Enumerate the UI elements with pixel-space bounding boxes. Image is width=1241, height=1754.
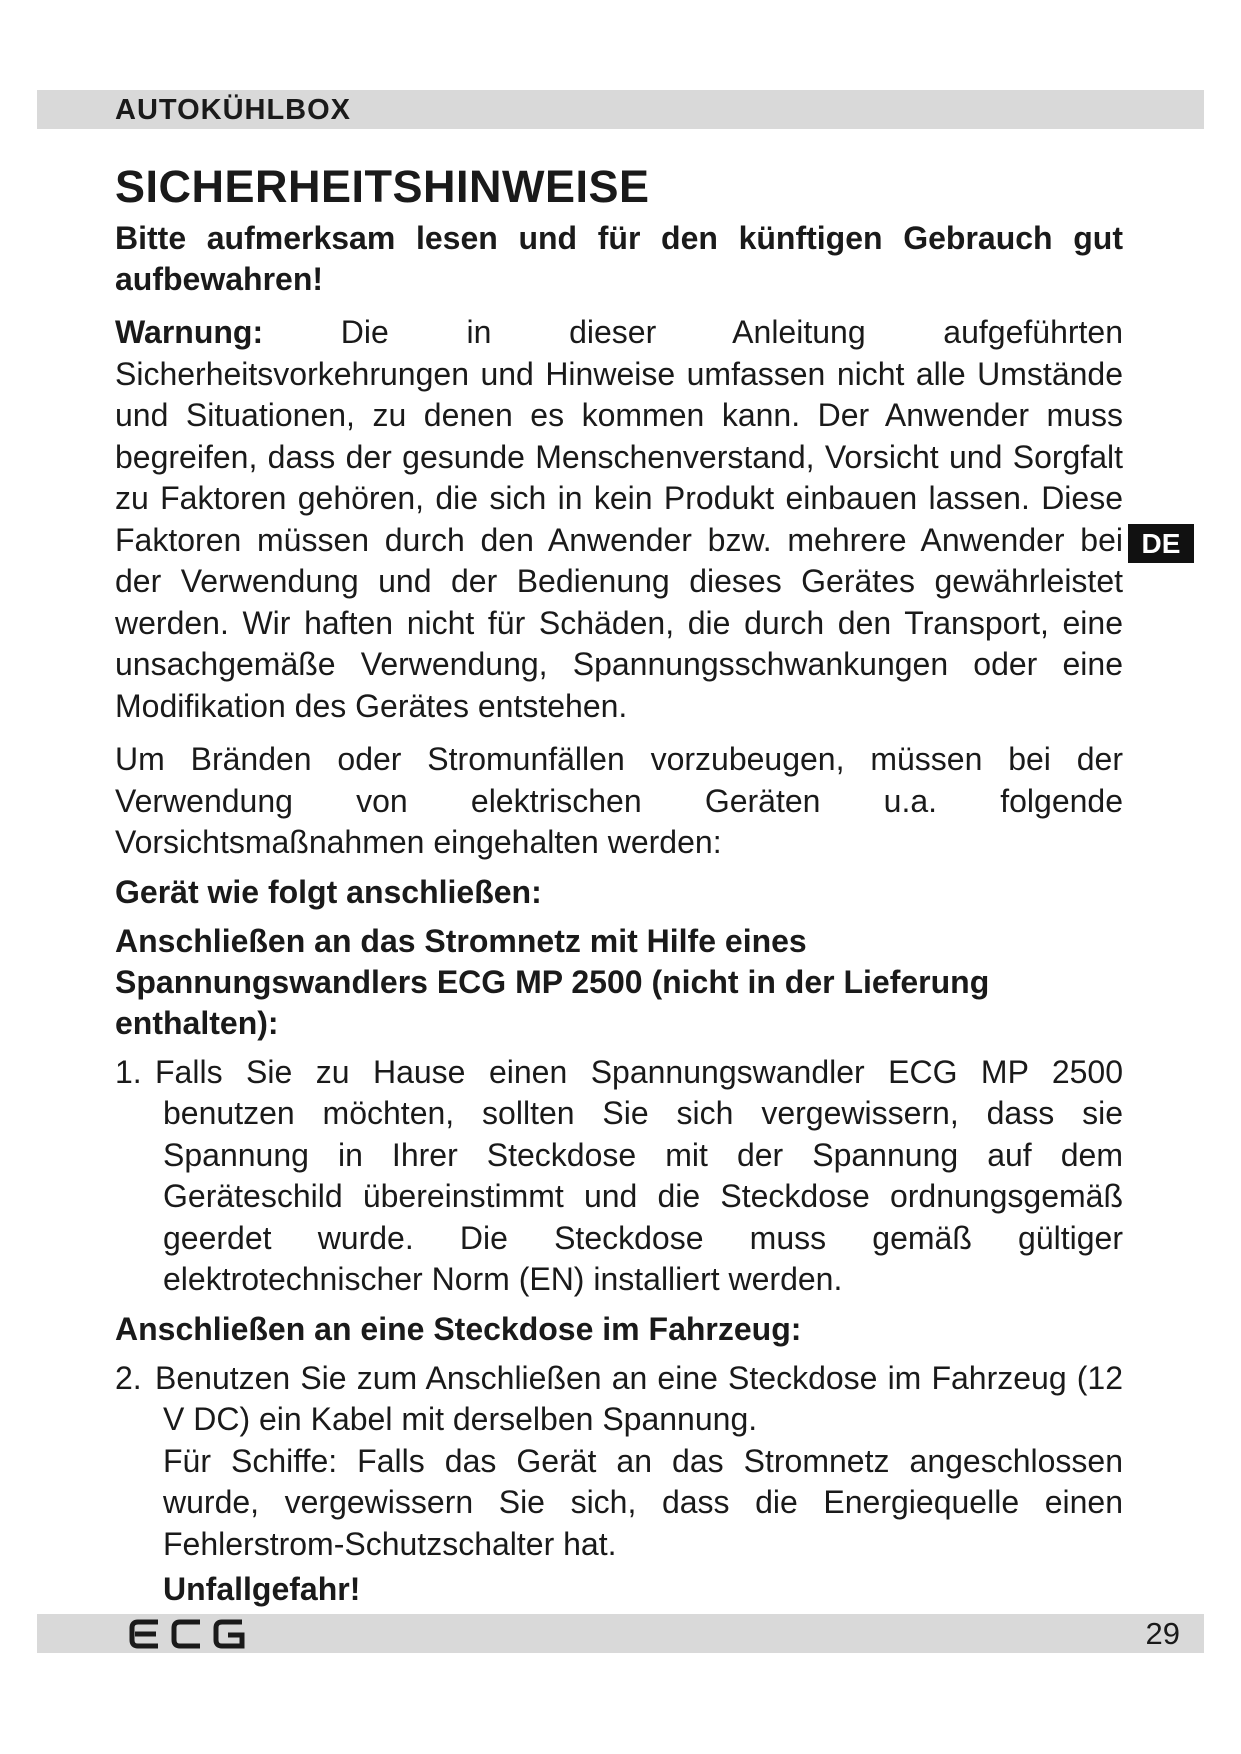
ecg-logo bbox=[128, 1617, 248, 1651]
page-number: 29 bbox=[1145, 1616, 1180, 1651]
header-title: AUTOKÜHLBOX bbox=[115, 94, 352, 126]
precautions-paragraph: Um Bränden oder Stromunfällen vorzubeugen, müssen bei der Verwendung von elektrischen Geräten u.a. folgende Vorsichtsmaßnahmen eingehalten werden: bbox=[115, 741, 1123, 860]
intro-text: Bitte aufmerksam lesen und für den künftigen Gebrauch gut aufbewahren! bbox=[115, 220, 1123, 297]
connect-heading: Gerät wie folgt anschließen: bbox=[115, 873, 542, 910]
list-number-1: 1. bbox=[115, 1053, 142, 1090]
list-item-2 bbox=[115, 1358, 1123, 1441]
list-text-2: Benutzen Sie zum Anschließen an eine Steckdose im Fahrzeug (12 V DC) ein Kabel mit derselben Spannung. bbox=[155, 1359, 1123, 1437]
ships-paragraph: Für Schiffe: Falls das Gerät an das Stromnetz angeschlossen wurde, vergewissern Sie sich, dass die Energiequelle einen Fehlerstrom-Schutzschalter hat. bbox=[163, 1442, 1123, 1562]
list-item-1 bbox=[115, 1052, 1123, 1301]
list-text-1: Falls Sie zu Hause einen Spannungswandler ECG MP 2500 benutzen möchten, sollten Sie sich vergewissern, dass sie Spannung in Ihrer Steckdose mit der Spannung auf dem Geräteschild übereinstimmt und die Steckdose ordnungsgemäß geerdet wurde. Die Steckdose muss gemäß gültiger elektrotechnischer Norm (EN) installiert werden. bbox=[155, 1053, 1123, 1297]
language-tab: DE bbox=[1128, 524, 1194, 563]
page-content bbox=[115, 158, 1123, 1611]
section-title: SICHERHEITSHINWEISE bbox=[115, 161, 650, 212]
warning-label: Warnung: bbox=[115, 314, 264, 350]
warning-text: Die in dieser Anleitung aufgeführten Sicherheitsvorkehrungen und Hinweise umfassen nicht alle Umstände und Situationen, zu denen es kommen kann. Der Anwender muss begreifen, dass der gesunde Menschenverstand, Vorsicht und Sorgfalt zu Faktoren gehören, die sich in kein Produkt einbauen lassen. Diese Faktoren müssen durch den Anwender bzw. mehrere Anwender bei der Verwendung und der Bedienung dieses Gerätes gewährleistet werden. Wir haften nicht für Schäden, die durch den Transport, eine unsachgemäße Verwendung, Spannungsschwankungen oder eine Modifikation des Gerätes entstehen. bbox=[115, 314, 1123, 724]
warning-paragraph bbox=[115, 312, 1123, 727]
vehicle-heading: Anschließen an eine Steckdose im Fahrzeug: bbox=[115, 1310, 802, 1347]
mains-heading: Anschließen an das Stromnetz mit Hilfe eines Spannungswandlers ECG MP 2500 (nicht in der Lieferung enthalten): bbox=[115, 922, 990, 1041]
danger-warning: Unfallgefahr! bbox=[163, 1571, 361, 1607]
list-number-2: 2. bbox=[115, 1359, 142, 1396]
